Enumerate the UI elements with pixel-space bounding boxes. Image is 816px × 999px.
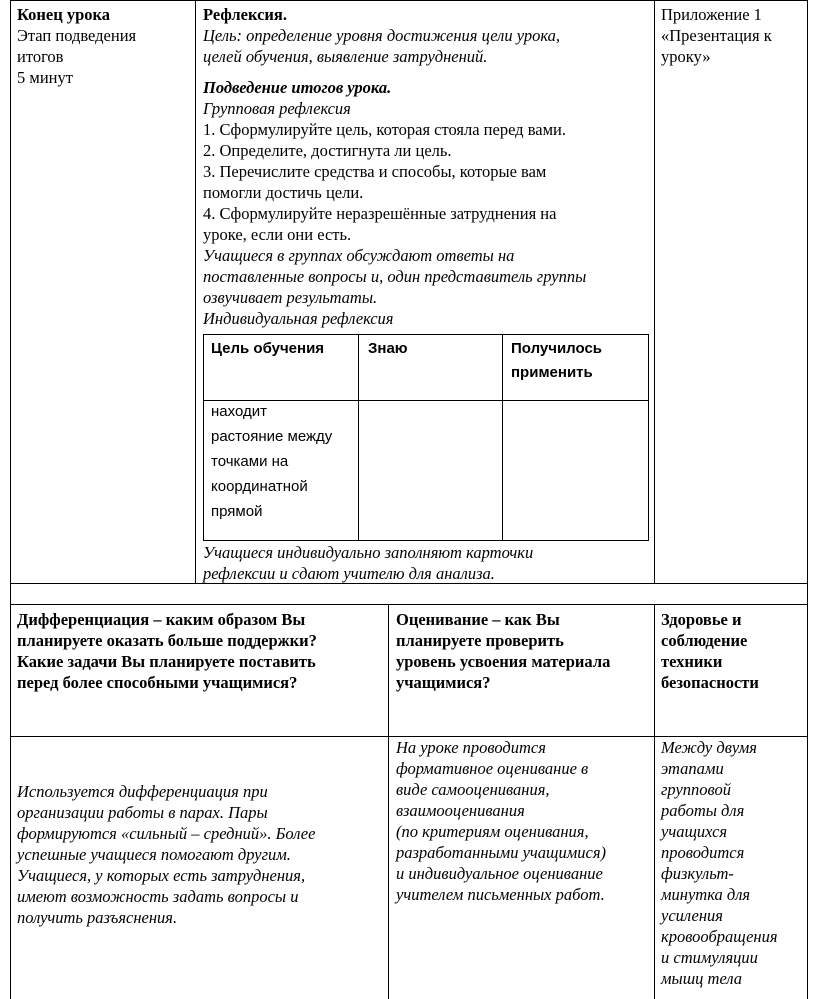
health-heading: Здоровье и соблюдение техники безопасности — [661, 610, 759, 692]
summary-block — [203, 77, 651, 329]
stage-line: итогов — [17, 47, 64, 66]
column-divider — [195, 0, 196, 583]
appendix-cell — [661, 4, 801, 67]
reflection-card-table — [203, 334, 649, 541]
reflection-goal: Цель: определение уровня достижения цели урока, — [203, 26, 561, 45]
question-item: 4. Сформулируйте неразрешённые затруднения на — [203, 204, 557, 223]
group-note: озвучивает результаты. — [203, 288, 378, 307]
question-item: помогли достичь цели. — [203, 183, 364, 202]
reflection-goal: целей обучения, выявление затруднений. — [203, 47, 488, 66]
individual-reflection-title: Индивидуальная рефлексия — [203, 309, 394, 328]
stage-line: Этап подведения — [17, 26, 137, 45]
assessment-heading: Оценивание – как Вы планируете проверить уровень усвоения материала учащимися? — [396, 610, 611, 692]
appendix-line: уроку» — [661, 47, 711, 66]
group-reflection-title: Групповая рефлексия — [203, 99, 351, 118]
question-item: 3. Перечислите средства и способы, которые вам — [203, 162, 547, 181]
summary-title: Подведение итогов урока. — [203, 78, 392, 97]
row-divider — [11, 604, 807, 605]
health-body: Между двумя этапами групповой работы для учащихся проводится физкульт- минутка для усиления кровообращения и стимуляции мышц тела — [661, 738, 778, 988]
individual-note: Учащиеся индивидуально заполняют карточки рефлексии и сдают учителю для анализа. — [203, 543, 534, 583]
header-learning-goal: Цель обучения — [211, 340, 325, 357]
stage-title: Конец урока — [17, 5, 111, 24]
table-top-border — [11, 0, 807, 1]
question-item: 1. Сформулируйте цель, которая стояла перед вами. — [203, 120, 566, 139]
assessment-body: На уроке проводится формативное оценивание в виде самооценивания, взаимооценивания (по критериям оценивания, разработанными учащимися) и индивидуальное оценивание учителем письменных работ. — [396, 738, 607, 904]
column-divider — [654, 0, 655, 583]
appendix-line: «Презентация к — [661, 26, 772, 45]
question-item: 2. Определите, достигнута ли цель. — [203, 141, 452, 160]
column-divider — [654, 604, 655, 999]
stage-cell — [17, 4, 193, 88]
header-applied: Получилось применить — [511, 340, 603, 381]
question-item: уроке, если они есть. — [203, 225, 352, 244]
inner-column-divider — [358, 335, 359, 540]
group-note: поставленные вопросы и, один представитель группы — [203, 267, 587, 286]
reflection-title: Рефлексия. — [203, 5, 287, 24]
differentiation-heading: Дифференциация – каким образом Вы планируете оказать больше поддержки? Какие задачи Вы планируете поставить перед более способными учащимися? — [17, 610, 317, 692]
group-note: Учащиеся в группах обсуждают ответы на — [203, 246, 515, 265]
inner-column-divider — [502, 335, 503, 540]
learning-goal-cell: находит растояние между точками на координатной прямой — [211, 403, 333, 520]
stage-duration: 5 минут — [17, 68, 73, 87]
column-divider — [388, 604, 389, 999]
reflection-header — [203, 4, 651, 67]
header-know: Знаю — [368, 340, 408, 357]
differentiation-body: Используется дифференциация при организации работы в парах. Пары формируются «сильный – средний». Более успешные учащиеся помогают другим. Учащиеся, у которых есть затруднения, имеют возможность задать вопросы и получить разъяснения. — [17, 782, 316, 927]
appendix-line: Приложение 1 — [661, 5, 762, 24]
